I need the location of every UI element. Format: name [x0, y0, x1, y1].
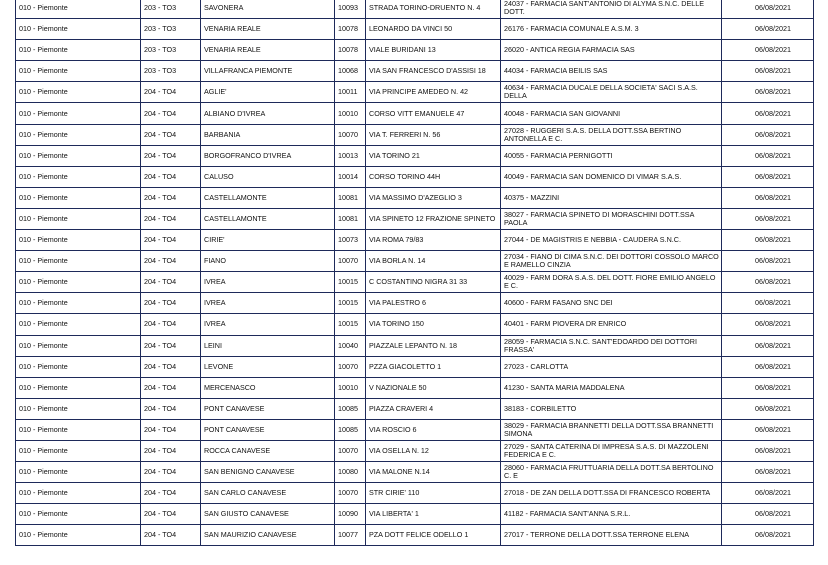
municipality-cell: AGLIE': [201, 82, 335, 103]
address-cell: VIA BORLA N. 14: [366, 251, 501, 272]
region-cell: 010 - Piemonte: [16, 103, 141, 124]
table-row: [16, 272, 814, 293]
table-row: [16, 525, 814, 546]
region-cell: 010 - Piemonte: [16, 124, 141, 145]
table-row: [16, 419, 814, 440]
table-row: [16, 230, 814, 251]
municipality-cell: SAN CARLO CANAVESE: [201, 483, 335, 504]
cap-cell: 10081: [335, 208, 366, 229]
date-cell: 06/08/2021: [722, 504, 814, 525]
date-cell: 06/08/2021: [722, 525, 814, 546]
table-row: [16, 103, 814, 124]
date-cell: 06/08/2021: [722, 145, 814, 166]
cap-cell: 10090: [335, 504, 366, 525]
region-cell: 010 - Piemonte: [16, 272, 141, 293]
municipality-cell: CALUSO: [201, 166, 335, 187]
pharmacy-cell: 40600 - FARM FASANO SNC DEI: [501, 293, 722, 314]
municipality-cell: SAN BENIGNO CANAVESE: [201, 462, 335, 483]
pharmacy-cell: 26176 - FARMACIA COMUNALE A.S.M. 3: [501, 19, 722, 40]
cap-cell: 10015: [335, 314, 366, 335]
address-cell: VIA MASSIMO D'AZEGLIO 3: [366, 187, 501, 208]
municipality-cell: BARBANIA: [201, 124, 335, 145]
region-cell: 010 - Piemonte: [16, 440, 141, 461]
cap-cell: 10080: [335, 462, 366, 483]
asl-cell: 204 - TO4: [141, 272, 201, 293]
pharmacy-cell: 27029 - SANTA CATERINA DI IMPRESA S.A.S. DI MAZZOLENI FEDERICA E C.: [501, 440, 722, 461]
cap-cell: 10068: [335, 61, 366, 82]
region-cell: 010 - Piemonte: [16, 19, 141, 40]
table-row: [16, 0, 814, 19]
region-cell: 010 - Piemonte: [16, 293, 141, 314]
region-cell: 010 - Piemonte: [16, 251, 141, 272]
table-row: [16, 40, 814, 61]
pharmacy-cell: 40049 - FARMACIA SAN DOMENICO DI VIMAR S.A.S.: [501, 166, 722, 187]
date-cell: 06/08/2021: [722, 398, 814, 419]
asl-cell: 204 - TO4: [141, 166, 201, 187]
pharmacy-cell: 24037 - FARMACIA SANT'ANTONIO DI ALYMA S.N.C. DELLE DOTT.: [501, 0, 722, 19]
date-cell: 06/08/2021: [722, 440, 814, 461]
date-cell: 06/08/2021: [722, 124, 814, 145]
cap-cell: 10081: [335, 187, 366, 208]
asl-cell: 203 - TO3: [141, 0, 201, 19]
region-cell: 010 - Piemonte: [16, 525, 141, 546]
table-row: [16, 314, 814, 335]
pharmacy-cell: 41230 - SANTA MARIA MADDALENA: [501, 377, 722, 398]
table-body: [16, 0, 814, 546]
asl-cell: 204 - TO4: [141, 124, 201, 145]
table-row: [16, 377, 814, 398]
region-cell: 010 - Piemonte: [16, 40, 141, 61]
asl-cell: 204 - TO4: [141, 251, 201, 272]
pharmacy-cell: 41182 - FARMACIA SANT'ANNA S.R.L.: [501, 504, 722, 525]
municipality-cell: ALBIANO D'IVREA: [201, 103, 335, 124]
pharmacy-cell: 38027 - FARMACIA SPINETO DI MORASCHINI DOTT.SSA PAOLA: [501, 208, 722, 229]
region-cell: 010 - Piemonte: [16, 377, 141, 398]
address-cell: V NAZIONALE 50: [366, 377, 501, 398]
cap-cell: 10040: [335, 335, 366, 356]
municipality-cell: VILLAFRANCA PIEMONTE: [201, 61, 335, 82]
date-cell: 06/08/2021: [722, 483, 814, 504]
municipality-cell: PONT CANAVESE: [201, 398, 335, 419]
date-cell: 06/08/2021: [722, 272, 814, 293]
asl-cell: 204 - TO4: [141, 335, 201, 356]
pharmacy-cell: 28060 - FARMACIA FRUTTUARIA DELLA DOTT.SA BERTOLINO C. E: [501, 462, 722, 483]
asl-cell: 203 - TO3: [141, 19, 201, 40]
date-cell: 06/08/2021: [722, 462, 814, 483]
address-cell: VIA TORINO 21: [366, 145, 501, 166]
address-cell: VIA ROSCIO 6: [366, 419, 501, 440]
asl-cell: 204 - TO4: [141, 504, 201, 525]
region-cell: 010 - Piemonte: [16, 356, 141, 377]
pharmacy-table: [15, 0, 814, 546]
pharmacy-cell: 26020 - ANTICA REGIA FARMACIA SAS: [501, 40, 722, 61]
address-cell: VIA T. FERRERI N. 56: [366, 124, 501, 145]
date-cell: 06/08/2021: [722, 356, 814, 377]
date-cell: 06/08/2021: [722, 419, 814, 440]
address-cell: PZZA GIACOLETTO 1: [366, 356, 501, 377]
pharmacy-cell: 38029 - FARMACIA BRANNETTI DELLA DOTT.SSA BRANNETTI SIMONA: [501, 419, 722, 440]
address-cell: VIA OSELLA N. 12: [366, 440, 501, 461]
region-cell: 010 - Piemonte: [16, 166, 141, 187]
municipality-cell: CIRIE': [201, 230, 335, 251]
address-cell: CORSO TORINO 44H: [366, 166, 501, 187]
date-cell: 06/08/2021: [722, 187, 814, 208]
address-cell: VIA MALONE N.14: [366, 462, 501, 483]
date-cell: 06/08/2021: [722, 251, 814, 272]
pharmacy-cell: 38183 - CORBILETTO: [501, 398, 722, 419]
pharmacy-cell: 40048 - FARMACIA SAN GIOVANNI: [501, 103, 722, 124]
asl-cell: 203 - TO3: [141, 61, 201, 82]
asl-cell: 204 - TO4: [141, 356, 201, 377]
table-row: [16, 82, 814, 103]
asl-cell: 204 - TO4: [141, 483, 201, 504]
asl-cell: 204 - TO4: [141, 208, 201, 229]
address-cell: PIAZZALE LEPANTO N. 18: [366, 335, 501, 356]
date-cell: 06/08/2021: [722, 61, 814, 82]
region-cell: 010 - Piemonte: [16, 230, 141, 251]
region-cell: 010 - Piemonte: [16, 187, 141, 208]
municipality-cell: VENARIA REALE: [201, 40, 335, 61]
asl-cell: 204 - TO4: [141, 82, 201, 103]
cap-cell: 10011: [335, 82, 366, 103]
date-cell: 06/08/2021: [722, 103, 814, 124]
address-cell: VIA PRINCIPE AMEDEO N. 42: [366, 82, 501, 103]
date-cell: 06/08/2021: [722, 335, 814, 356]
cap-cell: 10010: [335, 377, 366, 398]
municipality-cell: IVREA: [201, 314, 335, 335]
address-cell: VIA LIBERTA' 1: [366, 504, 501, 525]
table-row: [16, 440, 814, 461]
municipality-cell: IVREA: [201, 272, 335, 293]
date-cell: 06/08/2021: [722, 82, 814, 103]
table-row: [16, 335, 814, 356]
region-cell: 010 - Piemonte: [16, 419, 141, 440]
asl-cell: 204 - TO4: [141, 187, 201, 208]
region-cell: 010 - Piemonte: [16, 462, 141, 483]
pharmacy-cell: 27023 - CARLOTTA: [501, 356, 722, 377]
table-row: [16, 187, 814, 208]
table-row: [16, 61, 814, 82]
date-cell: 06/08/2021: [722, 230, 814, 251]
region-cell: 010 - Piemonte: [16, 504, 141, 525]
asl-cell: 204 - TO4: [141, 440, 201, 461]
address-cell: PZA DOTT FELICE ODELLO 1: [366, 525, 501, 546]
region-cell: 010 - Piemonte: [16, 398, 141, 419]
pharmacy-cell: 27034 - FIANO DI CIMA S.N.C. DEI DOTTORI COSSOLO MARCO E RAMELLO CINZIA: [501, 251, 722, 272]
municipality-cell: IVREA: [201, 293, 335, 314]
cap-cell: 10070: [335, 124, 366, 145]
pharmacy-cell: 40375 - MAZZINI: [501, 187, 722, 208]
address-cell: PIAZZA CRAVERI 4: [366, 398, 501, 419]
cap-cell: 10078: [335, 40, 366, 61]
municipality-cell: ROCCA CANAVESE: [201, 440, 335, 461]
asl-cell: 204 - TO4: [141, 377, 201, 398]
table-row: [16, 398, 814, 419]
municipality-cell: MERCENASCO: [201, 377, 335, 398]
asl-cell: 204 - TO4: [141, 398, 201, 419]
municipality-cell: BORGOFRANCO D'IVREA: [201, 145, 335, 166]
municipality-cell: CASTELLAMONTE: [201, 208, 335, 229]
pharmacy-cell: 27018 - DE ZAN DELLA DOTT.SSA DI FRANCESCO ROBERTA: [501, 483, 722, 504]
pharmacy-cell: 40401 - FARM PIOVERA DR ENRICO: [501, 314, 722, 335]
pharmacy-cell: 27044 - DE MAGISTRIS E NEBBIA - CAUDERA S.N.C.: [501, 230, 722, 251]
cap-cell: 10014: [335, 166, 366, 187]
asl-cell: 204 - TO4: [141, 419, 201, 440]
table-row: [16, 356, 814, 377]
asl-cell: 204 - TO4: [141, 145, 201, 166]
cap-cell: 10077: [335, 525, 366, 546]
address-cell: C COSTANTINO NIGRA 31 33: [366, 272, 501, 293]
cap-cell: 10070: [335, 440, 366, 461]
pharmacy-cell: 40055 - FARMACIA PERNIGOTTI: [501, 145, 722, 166]
table-row: [16, 462, 814, 483]
cap-cell: 10085: [335, 398, 366, 419]
municipality-cell: PONT CANAVESE: [201, 419, 335, 440]
date-cell: 06/08/2021: [722, 166, 814, 187]
region-cell: 010 - Piemonte: [16, 208, 141, 229]
table-row: [16, 483, 814, 504]
region-cell: 010 - Piemonte: [16, 61, 141, 82]
asl-cell: 204 - TO4: [141, 293, 201, 314]
address-cell: STR CIRIE' 110: [366, 483, 501, 504]
asl-cell: 204 - TO4: [141, 314, 201, 335]
pharmacy-cell: 27028 - RUGGERI S.A.S. DELLA DOTT.SSA BERTINO ANTONELLA E C.: [501, 124, 722, 145]
cap-cell: 10010: [335, 103, 366, 124]
table-row: [16, 251, 814, 272]
address-cell: VIA SPINETO 12 FRAZIONE SPINETO: [366, 208, 501, 229]
address-cell: VIA SAN FRANCESCO D'ASSISI 18: [366, 61, 501, 82]
pharmacy-cell: 40634 - FARMACIA DUCALE DELLA SOCIETA' SACI S.A.S. DELLA: [501, 82, 722, 103]
table-row: [16, 504, 814, 525]
date-cell: 06/08/2021: [722, 208, 814, 229]
region-cell: 010 - Piemonte: [16, 483, 141, 504]
table-row: [16, 145, 814, 166]
date-cell: 06/08/2021: [722, 314, 814, 335]
date-cell: 06/08/2021: [722, 0, 814, 19]
pharmacy-cell: 40029 - FARM DORA S.A.S. DEL DOTT. FIORE EMILIO ANGELO E C.: [501, 272, 722, 293]
address-cell: CORSO VITT EMANUELE 47: [366, 103, 501, 124]
asl-cell: 204 - TO4: [141, 462, 201, 483]
date-cell: 06/08/2021: [722, 19, 814, 40]
municipality-cell: CASTELLAMONTE: [201, 187, 335, 208]
municipality-cell: SAN GIUSTO CANAVESE: [201, 504, 335, 525]
pharmacy-cell: 44034 - FARMACIA BEILIS SAS: [501, 61, 722, 82]
date-cell: 06/08/2021: [722, 293, 814, 314]
pharmacy-cell: 27017 - TERRONE DELLA DOTT.SSA TERRONE ELENA: [501, 525, 722, 546]
cap-cell: 10093: [335, 0, 366, 19]
table-row: [16, 166, 814, 187]
date-cell: 06/08/2021: [722, 377, 814, 398]
table-row: [16, 124, 814, 145]
asl-cell: 204 - TO4: [141, 230, 201, 251]
address-cell: LEONARDO DA VINCI 50: [366, 19, 501, 40]
municipality-cell: VENARIA REALE: [201, 19, 335, 40]
region-cell: 010 - Piemonte: [16, 335, 141, 356]
cap-cell: 10013: [335, 145, 366, 166]
pharmacy-cell: 28059 - FARMACIA S.N.C. SANT'EDOARDO DEI DOTTORI FRASSA': [501, 335, 722, 356]
asl-cell: 203 - TO3: [141, 40, 201, 61]
region-cell: 010 - Piemonte: [16, 145, 141, 166]
table-row: [16, 19, 814, 40]
table-row: [16, 208, 814, 229]
address-cell: STRADA TORINO-DRUENTO N. 4: [366, 0, 501, 19]
address-cell: VIA PALESTRO 6: [366, 293, 501, 314]
region-cell: 010 - Piemonte: [16, 0, 141, 19]
municipality-cell: LEINI: [201, 335, 335, 356]
municipality-cell: SAVONERA: [201, 0, 335, 19]
cap-cell: 10073: [335, 230, 366, 251]
cap-cell: 10078: [335, 19, 366, 40]
address-cell: VIALE BURIDANI 13: [366, 40, 501, 61]
table-row: [16, 293, 814, 314]
cap-cell: 10070: [335, 483, 366, 504]
cap-cell: 10015: [335, 293, 366, 314]
region-cell: 010 - Piemonte: [16, 82, 141, 103]
asl-cell: 204 - TO4: [141, 525, 201, 546]
municipality-cell: SAN MAURIZIO CANAVESE: [201, 525, 335, 546]
cap-cell: 10085: [335, 419, 366, 440]
municipality-cell: FIANO: [201, 251, 335, 272]
cap-cell: 10070: [335, 356, 366, 377]
cap-cell: 10070: [335, 251, 366, 272]
region-cell: 010 - Piemonte: [16, 314, 141, 335]
date-cell: 06/08/2021: [722, 40, 814, 61]
address-cell: VIA TORINO 150: [366, 314, 501, 335]
asl-cell: 204 - TO4: [141, 103, 201, 124]
cap-cell: 10015: [335, 272, 366, 293]
municipality-cell: LEVONE: [201, 356, 335, 377]
address-cell: VIA ROMA 79/83: [366, 230, 501, 251]
